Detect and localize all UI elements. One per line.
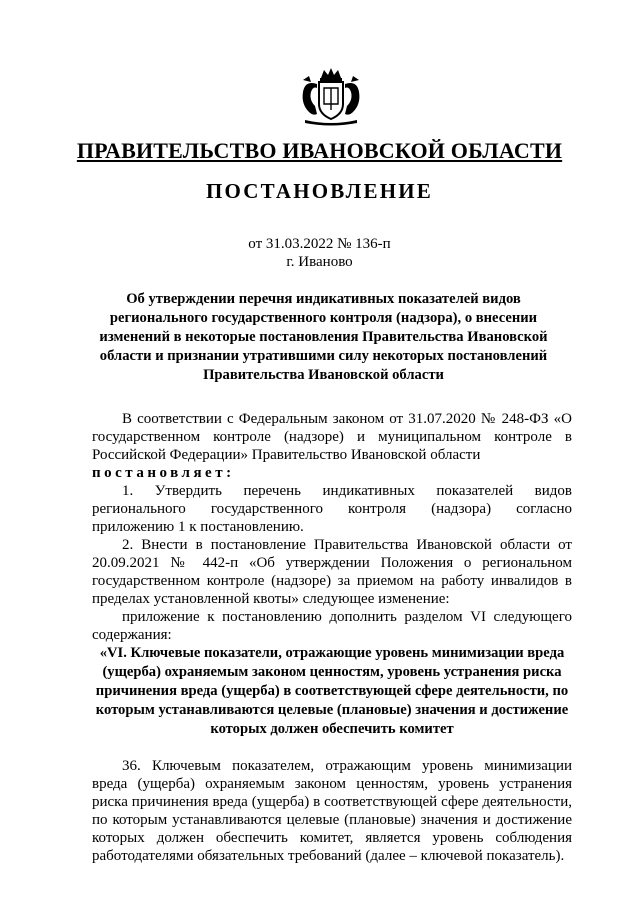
document-city: г. Иваново (286, 254, 353, 270)
appendix-intro-paragraph: приложение к постановлению дополнить разделом VI следующего содержания: (92, 609, 572, 643)
preamble-paragraph (92, 410, 572, 482)
item-2-paragraph: 2. Внести в постановление Правительства Ивановской области от 20.09.2021 № 442-п «Об утверждении Положения о региональном государственном контроле (надзоре) за приемом на работу инвалидов в пределах установленной квоты» следующее изменение: (92, 537, 572, 607)
document-type: ПОСТАНОВЛЕНИЕ (205, 179, 434, 203)
preamble-text: В соответствии с Федеральным законом от 31.07.2020 № 248-ФЗ «О государственном контроле (надзоре) и муниципальном контроле в Российской Федерации» Правительство Ивановской области (92, 411, 572, 463)
document-subject: Об утверждении перечня индикативных показателей видов регионального государственного контроля (надзора), о внесении изменений в некоторые постановления Правительства Ивановской области и признании утратившими силу некоторых постановлений Правительства Ивановской области (99, 291, 548, 383)
paragraph-36: 36. Ключевым показателем, отражающим уровень минимизации вреда (ущерба) охраняемым законом ценностям, уровень устранения риска причинения вреда (ущерба) в соответствующей сфере деятельности, по которым устанавливаются целевые (плановые) значения и достижение которых должен обеспечить комитет, является уровень соблюдения работодателями обязательных требований (далее – ключевой показатель). (92, 758, 572, 864)
document-body (92, 410, 572, 865)
document-date-number: от 31.03.2022 № 136-п (248, 236, 391, 252)
item-1-paragraph: 1. Утвердить перечень индикативных показателей видов регионального государственного контроля (надзора) согласно приложению 1 к постановлению. (92, 483, 572, 535)
section-vi-title: «VI. Ключевые показатели, отражающие уровень минимизации вреда (ущерба) охраняемым законом ценностям, уровень устранения риска причинения вреда (ущерба) в соответствующей сфере деятельности, по которым устанавливаются целевые (плановые) значения и достижение которых должен обеспечить комитет (95, 645, 569, 737)
spacer (92, 739, 572, 757)
government-title: ПРАВИТЕЛЬСТВО ИВАНОВСКОЙ ОБЛАСТИ (76, 138, 563, 163)
decree-word: постановляет: (92, 465, 235, 481)
coat-of-arms-icon (291, 66, 371, 126)
